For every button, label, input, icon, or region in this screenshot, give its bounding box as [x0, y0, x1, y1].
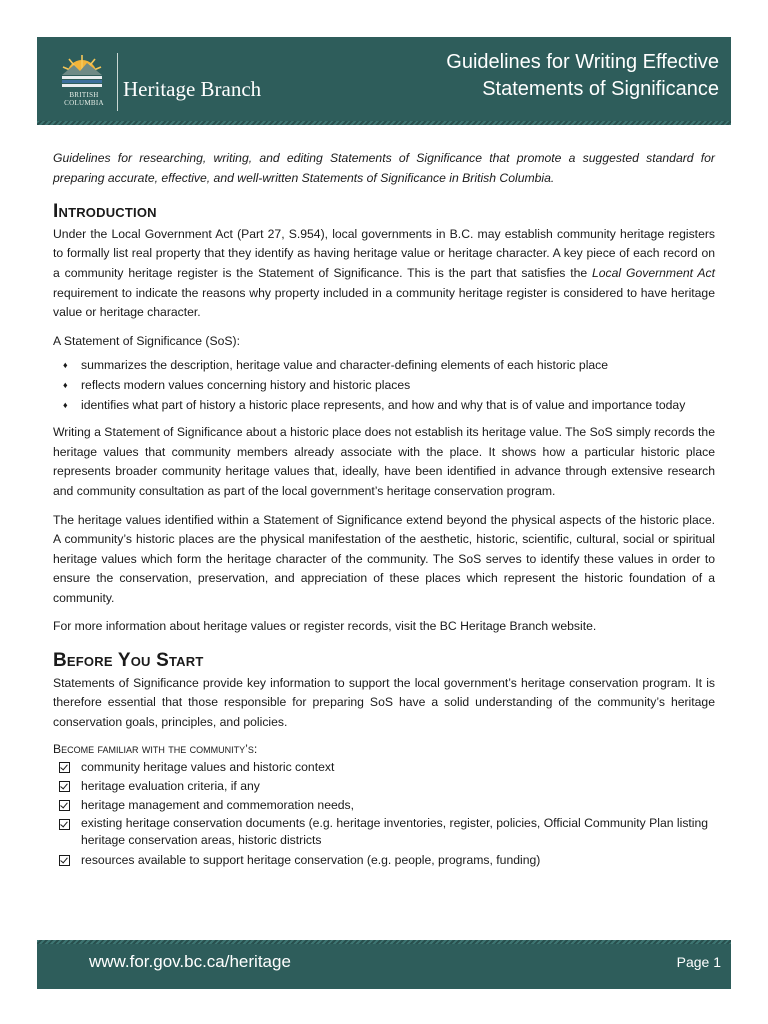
- diamond-bullet-icon: ♦: [63, 360, 68, 371]
- page-footer: [37, 940, 731, 989]
- title-line-2: Statements of Significance: [482, 78, 719, 100]
- intro-p1-text: Under the Local Government Act (Part 27, S.954), local governments in B.C. may establish community heritage registers to formally list real property that they identify as having heritage value or heritage character. A key piece of each record on a community heritage register is the Statement of Significance. This is the part that satisfies the: [53, 226, 715, 280]
- logo-divider: [117, 53, 118, 111]
- introduction-paragraph-1: [53, 225, 715, 323]
- list-item-text: identifies what part of history a historic place represents, and how and why that is of value and importance today: [81, 397, 686, 412]
- bc-sun-mountain-icon: [59, 53, 105, 89]
- community-checklist: [53, 758, 715, 870]
- intro-p1-italic: Local Government Act: [592, 265, 716, 280]
- heritage-website-link[interactable]: www.for.gov.bc.ca/heritage: [89, 952, 291, 971]
- diamond-bullet-icon: ♦: [63, 379, 68, 390]
- checklist-item-text: resources available to support heritage conservation (e.g. people, programs, funding): [81, 853, 541, 868]
- checklist-subheading: Become familiar with the community’s:: [53, 742, 258, 757]
- list-item-text: summarizes the description, heritage value and character-defining elements of each historic place: [81, 358, 609, 373]
- document-body: [53, 149, 715, 870]
- list-item: [53, 396, 715, 416]
- page-number: Page 1: [676, 954, 721, 970]
- diamond-bullet-icon: ♦: [63, 399, 68, 410]
- checklist-item: [53, 815, 715, 851]
- logo-bc-line1: BRITISH: [69, 91, 99, 99]
- checklist-item-text: heritage management and commemoration needs,: [81, 798, 355, 813]
- document-title: [299, 49, 719, 103]
- list-item: [53, 356, 715, 376]
- checkbox-checked-icon: [59, 781, 70, 792]
- sos-bullet-list: [53, 356, 715, 415]
- checklist-item-text: existing heritage conservation documents (e.g. heritage inventories, register, policies, Official Community Plan listing heritage conservation areas, historic districts: [81, 816, 709, 848]
- sos-label: A Statement of Significance (SoS):: [53, 333, 240, 348]
- page-header: [37, 37, 731, 125]
- checkbox-checked-icon: [59, 819, 70, 830]
- title-line-1: Guidelines for Writing Effective: [446, 51, 719, 73]
- intro-p1-text-end: requirement to indicate the reasons why property included in a community heritage register is considered to have heritage value or heritage character.: [53, 285, 715, 320]
- footer-stripe: [37, 940, 731, 944]
- intro-summary: Guidelines for researching, writing, and editing Statements of Significance that promote a suggested standard for preparing accurate, effective, and well-written Statements of Significance in British Columbia.: [53, 151, 715, 185]
- heritage-branch-wordmark: Heritage Branch: [123, 77, 262, 101]
- checklist-item: [53, 851, 715, 870]
- introduction-paragraph-3: The heritage values identified within a Statement of Significance extend beyond the physical aspects of the historic place. A community’s historic places are the physical manifestation of the aesthetic, historic, scientific, cultural, social or spiritual heritage values which form the heritage character of the community. The SoS serves to identify these values in order to ensure the conservation, preservation, and appreciation of these places which represent the historic foundation of a community.: [53, 512, 715, 605]
- logo-bc-line2: COLUMBIA: [64, 99, 104, 107]
- checklist-item: [53, 777, 715, 796]
- header-stripe: [37, 121, 731, 125]
- before-you-start-paragraph: Statements of Significance provide key information to support the local government’s heritage conservation program. It is therefore essential that those responsible for preparing SoS have a solid understanding of the community’s heritage conservation goals, principles, and policies.: [53, 675, 715, 729]
- british-columbia-wordmark: [55, 91, 113, 107]
- checklist-item-text: heritage evaluation criteria, if any: [81, 779, 260, 794]
- introduction-paragraph-4: For more information about heritage values or register records, visit the BC Heritage Branch website.: [53, 619, 597, 634]
- checklist-item: [53, 758, 715, 777]
- introduction-paragraph-2: Writing a Statement of Significance about a historic place does not establish its heritage value. The SoS simply records the heritage values that community members already associate with the place. It shows how a particular historic place represents broader community heritage values that, ideally, have been identified in advance through extensive research and community consultation as part of the local government’s heritage conservation program.: [53, 425, 715, 498]
- heading-introduction: Introduction: [53, 201, 157, 223]
- list-item-text: reflects modern values concerning history and historic places: [81, 377, 411, 392]
- document-page: [37, 37, 731, 989]
- checklist-item: [53, 796, 715, 815]
- checkbox-checked-icon: [59, 855, 70, 866]
- list-item: [53, 376, 715, 396]
- heading-before-you-start: Before You Start: [53, 650, 204, 672]
- checklist-item-text: community heritage values and historic context: [81, 760, 335, 775]
- checkbox-checked-icon: [59, 800, 70, 811]
- bc-heritage-logo: [55, 49, 275, 113]
- checkbox-checked-icon: [59, 762, 70, 773]
